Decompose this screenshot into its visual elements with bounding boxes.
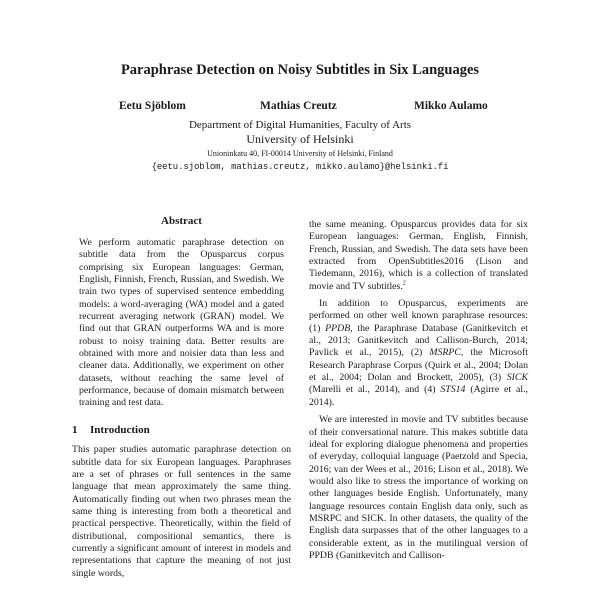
author-3: Mikko Aulamo	[414, 100, 488, 112]
author-emails: {eetu.sjoblom, mathias.creutz, mikko.aulamo}@helsinki.fi	[151, 162, 449, 172]
right-column	[309, 219, 528, 562]
para2-text-d: (Marelli et al., 2014), and (4)	[309, 384, 441, 396]
university: University of Helsinki	[246, 132, 354, 146]
para2-text-a: In addition to Opusparcus, experiments are performed on other well known paraphrase resources: (1)	[309, 298, 528, 334]
intro-paragraph-1: This paper studies automatic paraphrase detection on subtitle data for six European languages. Paraphrases are a set of phrases or full sentences in the same language that mean approximately the same thing. Automatically finding out when two phrases mean the same thing is interesting from both a theoretical and practical perspective. Theoretically, within the field of distributional, compositional semantics, there is currently a significant amount of interest in models and representations that capture the meaning of not just single words,	[72, 444, 291, 579]
author-2: Mathias Creutz	[260, 100, 337, 112]
footnote-mark: 2	[402, 280, 406, 287]
para-cont-text: the same meaning. Opusparcus provides data for six European languages: German, English, Finnish, French, Russian, and Swedish. The data sets have been extracted from OpenSubtitles2016 (Lison and Tiedemann, 2016), which is a collection of translated movie and TV subtitles.	[309, 219, 528, 292]
author-1: Eetu Sjöblom	[119, 100, 186, 112]
section-title: Introduction	[90, 423, 150, 436]
department: Department of Digital Humanities, Faculty of Arts	[188, 119, 412, 131]
para2-text-e: (Agirre et al., 2014).	[309, 384, 528, 408]
abstract-text: We perform automatic paraphrase detection on subtitle data from the Opusparcus corpus comprising six European languages: German, English, Finnish, French, Russian, and Swedish. We train two types of supervised sentence embedding models: a word-averaging (WA) model and a gated recurrent averaging network (GRAN) model. We find out that GRAN outperforms WA and is more robust to noisy training data. Better results are obtained with more and noisier data than less and cleaner data. Additionally, we experiment on other datasets, without reaching the same level of performance, because of domain mismatch between training and test data.	[79, 237, 284, 409]
address: Unioninkatu 40, FI-00014 University of Helsinki, Finland	[207, 149, 393, 158]
sick-name: SICK	[506, 372, 528, 384]
section-heading-introduction	[72, 424, 291, 436]
abstract-heading: Abstract	[161, 215, 202, 227]
left-column	[72, 237, 291, 580]
ppdb-name: PPDB	[325, 322, 351, 334]
intro-paragraph-3: We are interested in movie and TV subtitles because of their conversational nature. This makes subtitle data ideal for exploring dialogue phenomena and properties of everyday, colloquial language (Paetzold and Specia, 2016; van der Wees et al., 2016; Lison et al., 2018). We would also like to stress the importance of working on other languages beside English. Unfortunately, many language resources contain English data only, such as MSRPC and SICK. In other datasets, the quality of the English data surpasses that of the other languages to a considerable extent, as in the mutilingual version of PPDB (Ganitkevitch and Callison-	[309, 414, 528, 561]
paper-title: Paraphrase Detection on Noisy Subtitles in Six Languages	[120, 62, 480, 78]
para2-text-c: , the Microsoft Research Paraphrase Corpus (Quirk et al., 2004; Dolan et al., 2004; Dolan and Brockett, 2005), (3)	[309, 347, 528, 384]
para2-text-b: , the Paraphrase Database (Ganitkevitch et al., 2013; Ganitkevitch and Callison-Burch, 2014; Pavlick et al., 2015), (2)	[309, 322, 529, 359]
section-number: 1	[72, 423, 78, 436]
intro-paragraph-cont	[309, 219, 528, 293]
intro-paragraph-2	[309, 298, 528, 409]
sts14-name: STS14	[440, 384, 466, 396]
msrpc-name: MSRPC	[429, 347, 461, 359]
